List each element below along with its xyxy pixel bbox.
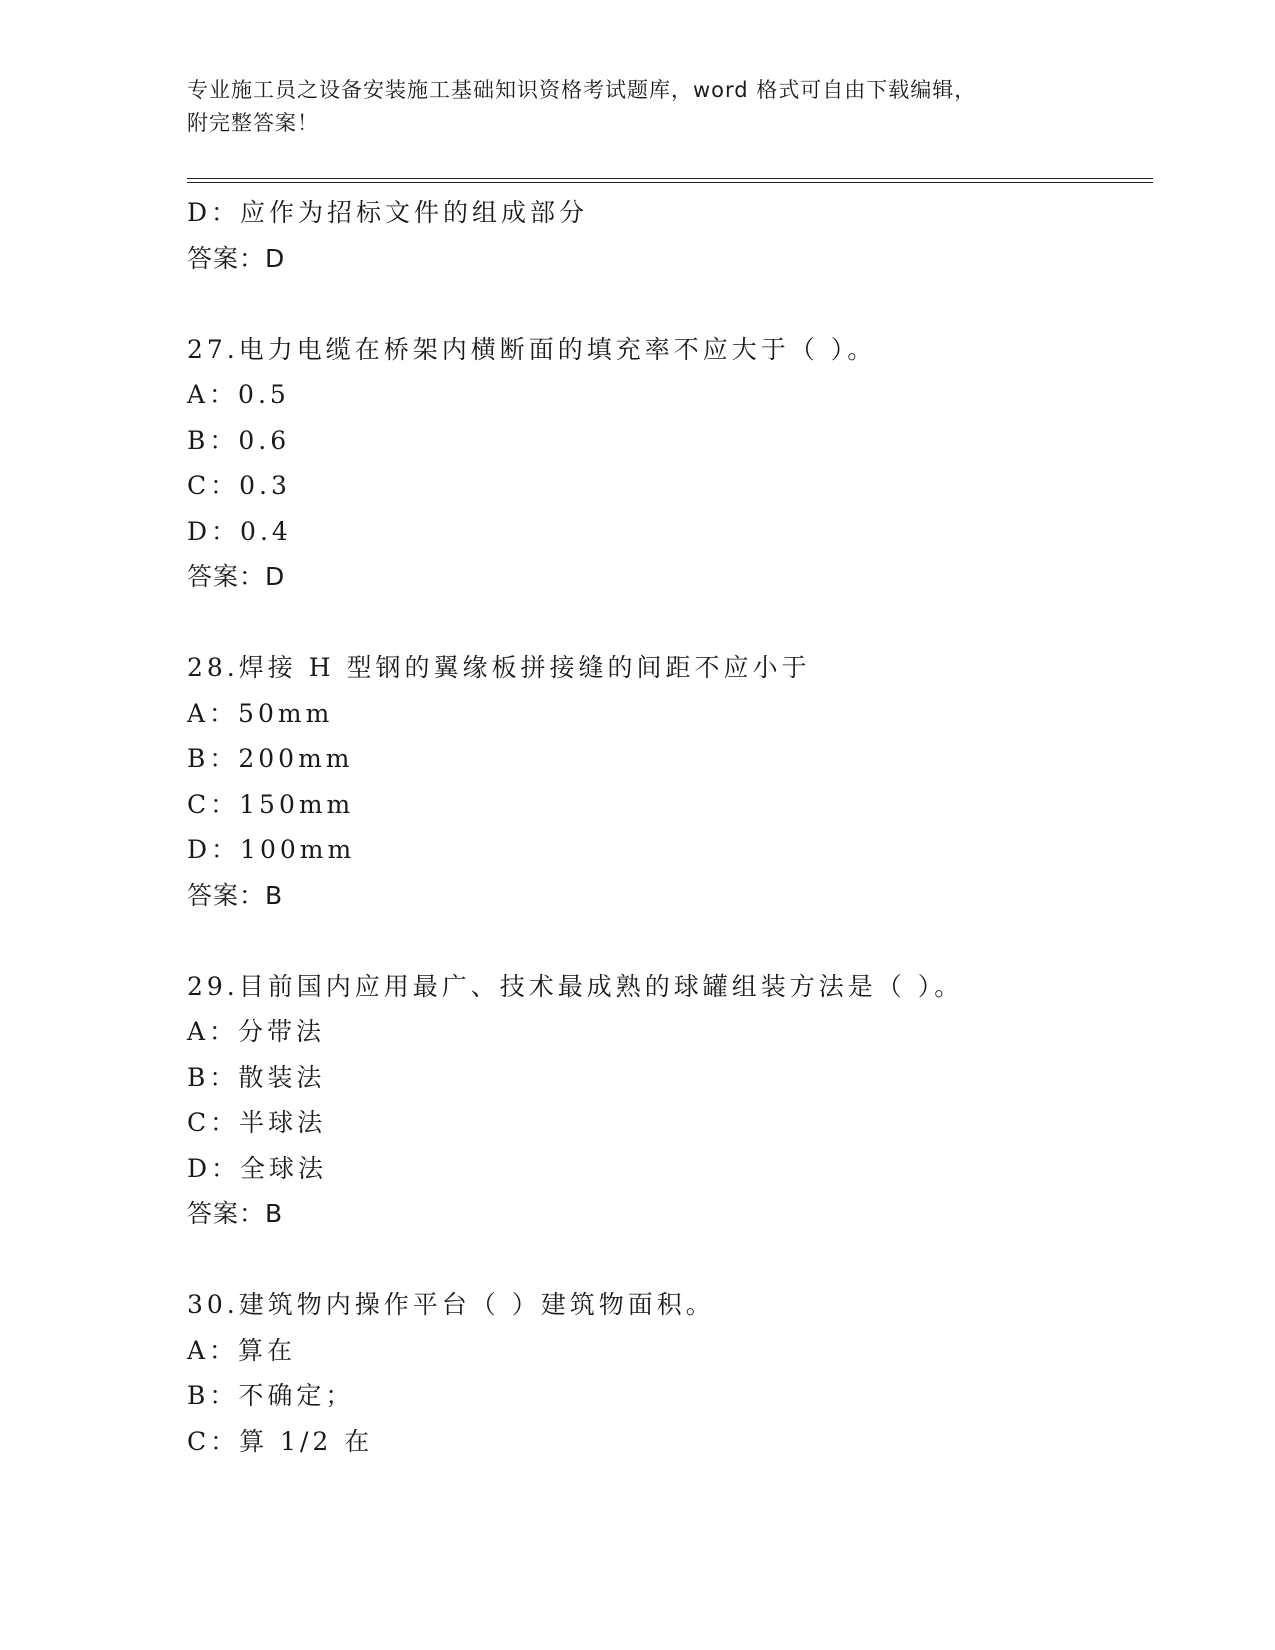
header-divider	[187, 178, 1153, 183]
option-d: D：应作为招标文件的组成部分	[187, 198, 589, 227]
question-stem: 29.目前国内应用最广、技术最成熟的球罐组装方法是（ ）。	[187, 971, 964, 1001]
option-d: D：全球法	[187, 1153, 328, 1183]
option-a: A：算在	[187, 1335, 297, 1365]
header-title-line-1: 专业施工员之设备安装施工基础知识资格考试题库，word 格式可自由下载编辑，	[187, 78, 977, 102]
option-a: A：分带法	[187, 1017, 326, 1046]
option-b: B：散装法	[187, 1062, 326, 1092]
question-stem: 30.建筑物内操作平台（ ）建筑物面积。	[187, 1290, 715, 1319]
question-stem: 27.电力电缆在桥架内横断面的填充率不应大于（ ）。	[187, 334, 877, 364]
question-stem: 28.焊接 H 型钢的翼缘板拼接缝的间距不应小于	[187, 653, 811, 682]
option-c: C：0.3	[187, 471, 291, 500]
option-a: A：50mm	[187, 698, 334, 728]
spacer	[187, 281, 1153, 327]
spacer	[187, 1237, 1153, 1283]
option-b: B：不确定；	[187, 1381, 355, 1410]
option-d: D：100mm	[187, 835, 356, 864]
answer-line: 答案：D	[187, 243, 286, 273]
answer-line: 答案：B	[187, 880, 284, 910]
option-a: A：0.5	[187, 380, 290, 409]
option-d: D：0.4	[187, 516, 292, 546]
question-list	[187, 190, 1153, 1464]
option-c: C：算 1/2 在	[187, 1426, 374, 1456]
option-b: B：200mm	[187, 744, 354, 773]
spacer	[187, 918, 1153, 964]
option-b: B：0.6	[187, 425, 291, 455]
document-header	[187, 74, 1087, 140]
header-title-line-2: 附完整答案！	[187, 111, 319, 135]
option-c: C：半球法	[187, 1108, 327, 1137]
answer-line: 答案：B	[187, 1199, 284, 1228]
answer-line: 答案：D	[187, 562, 286, 591]
spacer	[187, 600, 1153, 646]
option-c: C：150mm	[187, 789, 355, 819]
